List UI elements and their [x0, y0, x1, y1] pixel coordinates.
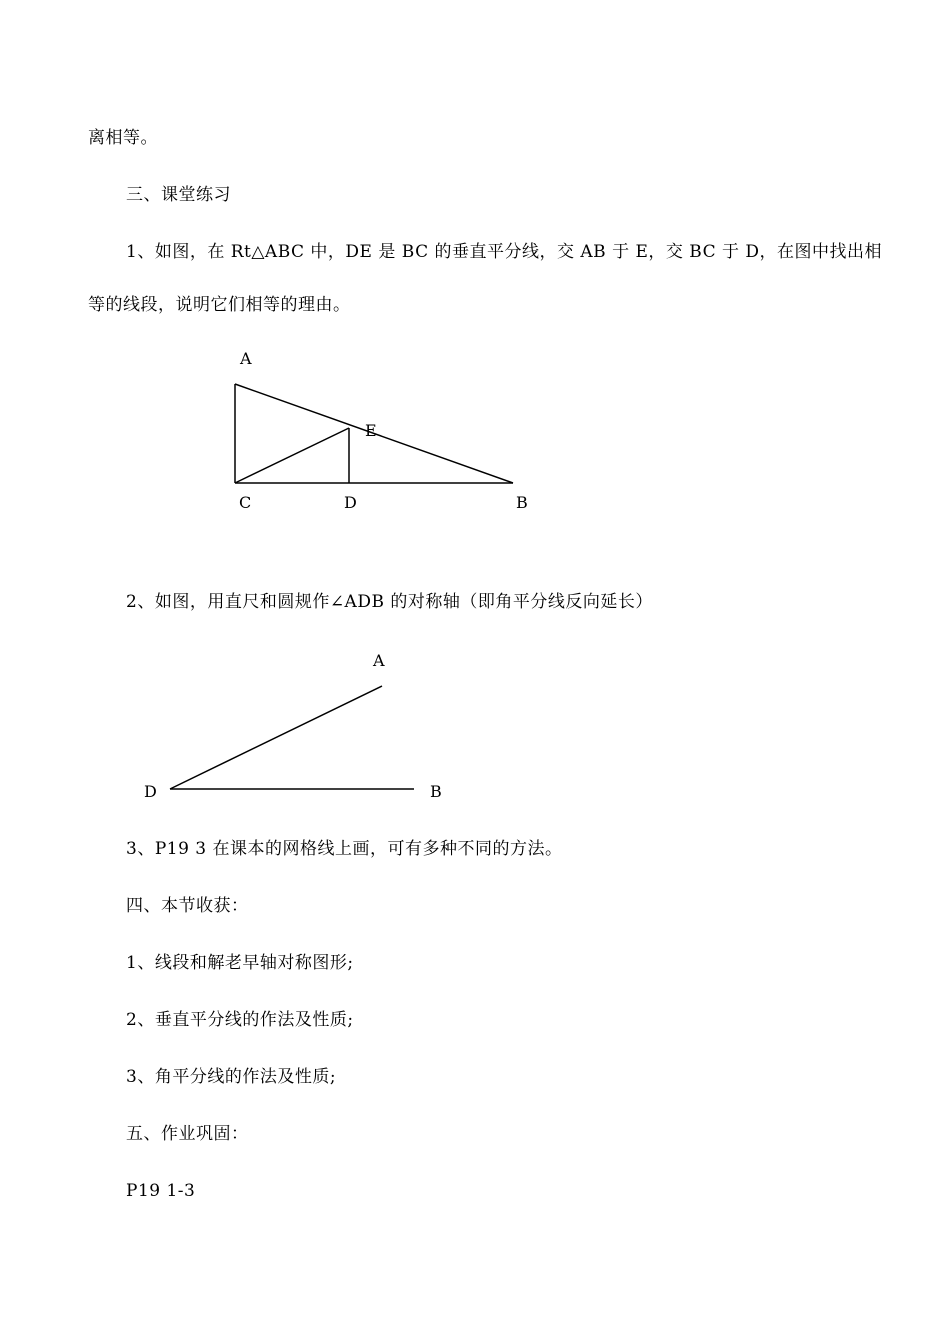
label-a: A — [240, 349, 252, 368]
summary-item-3: 3、角平分线的作法及性质; — [126, 1067, 337, 1087]
homework-assignment: P19 1-3 — [126, 1181, 196, 1201]
exercise-1-line-1: 1、如图，在 Rt△ABC 中，DE 是 BC 的垂直平分线，交 AB 于 E，交 BC 于 D，在图中找出相 — [126, 242, 883, 262]
section-heading-homework: 五、作业巩固： — [126, 1124, 249, 1144]
section-heading-summary: 四、本节收获： — [126, 896, 249, 916]
text-line-1: 离相等。 — [88, 128, 158, 148]
angle-label-a: A — [373, 651, 385, 670]
exercise-3-line: 3、P19 3 在课本的网格线上画，可有多种不同的方法。 — [126, 839, 563, 859]
exercise-2-line: 2、如图，用直尺和圆规作∠ADB 的对称轴（即角平分线反向延长） — [126, 592, 653, 612]
ray-da — [170, 686, 382, 789]
summary-item-1: 1、线段和解老早轴对称图形; — [126, 953, 354, 973]
label-b: B — [516, 493, 528, 512]
label-e: E — [365, 421, 377, 440]
section-heading-practice: 三、课堂练习 — [126, 185, 231, 205]
exercise-1-line-2: 等的线段，说明它们相等的理由。 — [88, 295, 351, 315]
angle-label-d: D — [144, 782, 157, 801]
label-d: D — [344, 493, 357, 512]
angle-label-b: B — [430, 782, 442, 801]
label-c: C — [239, 493, 252, 512]
summary-item-2: 2、垂直平分线的作法及性质; — [126, 1010, 354, 1030]
